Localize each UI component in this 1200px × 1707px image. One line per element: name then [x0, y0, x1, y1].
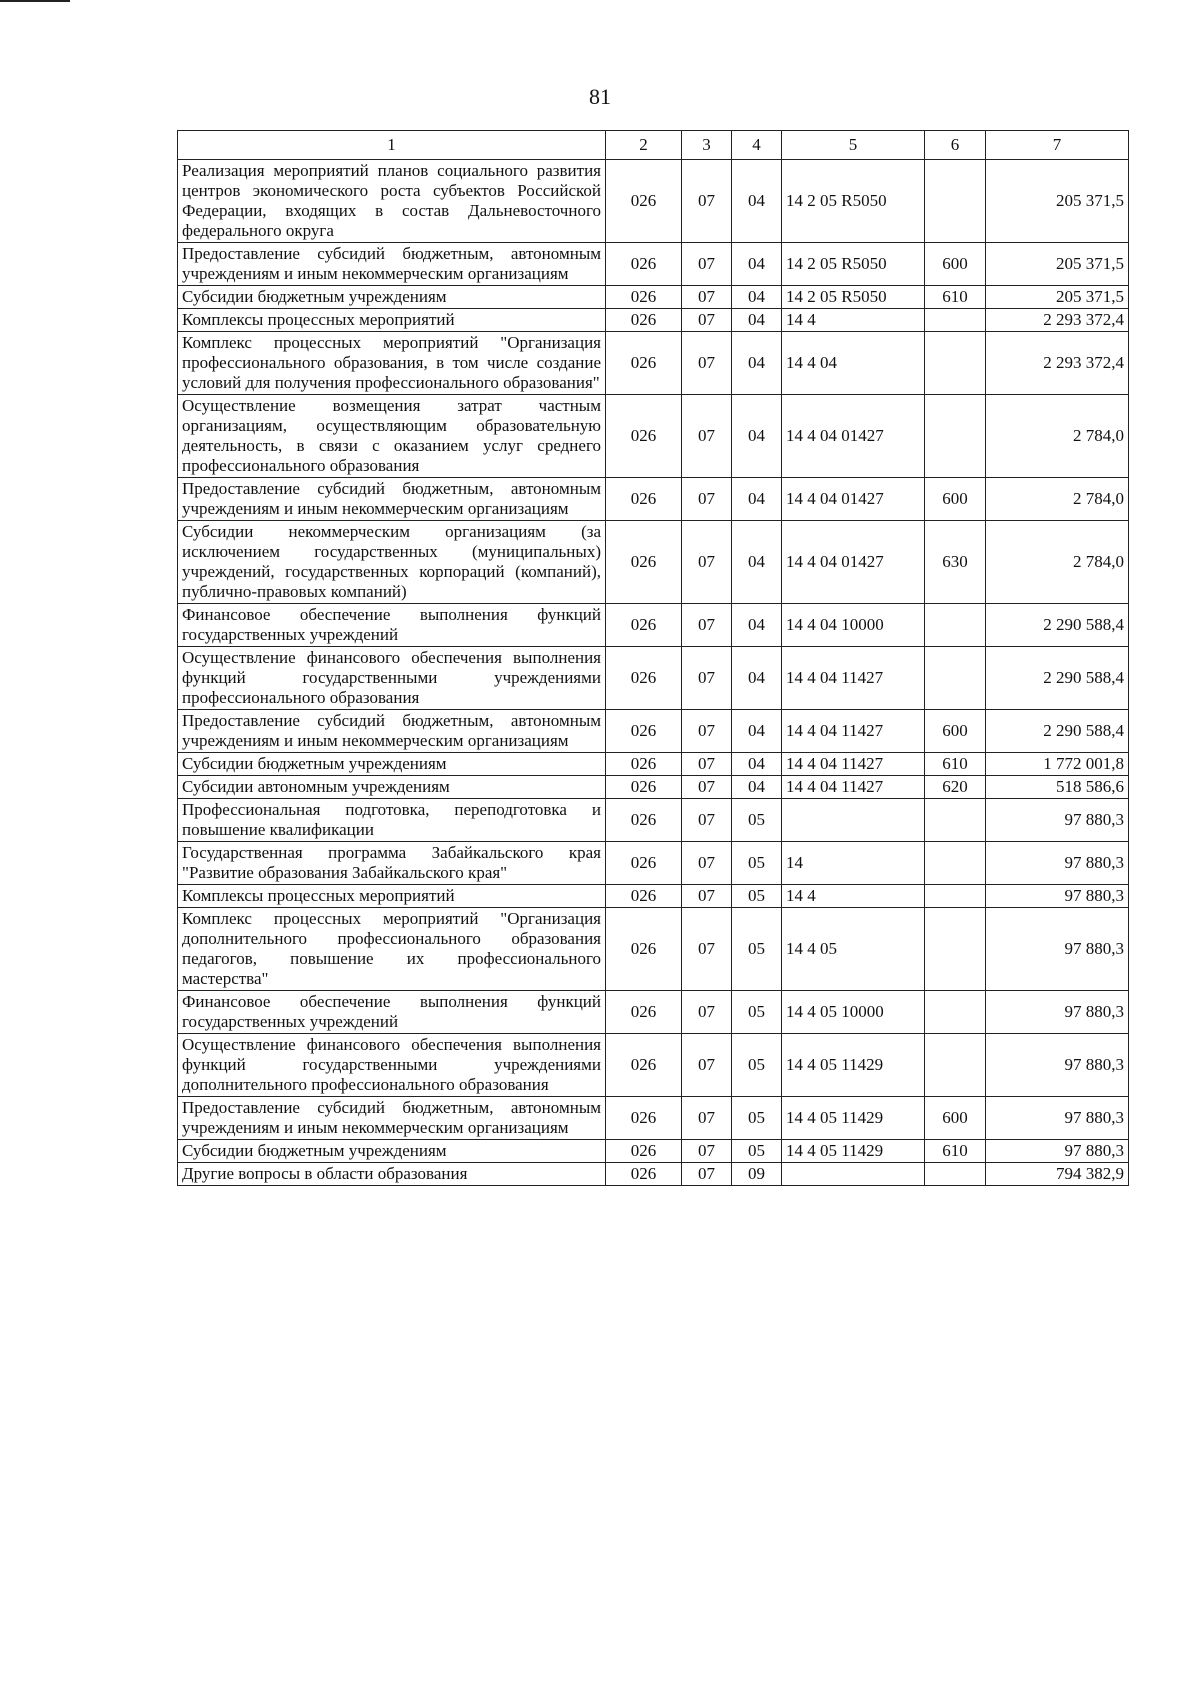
grbs-code-cell: 026	[606, 753, 682, 776]
expense-type-cell	[925, 885, 986, 908]
subsection-code-cell: 05	[732, 885, 782, 908]
subsection-code-cell: 04	[732, 647, 782, 710]
page-number: 81	[589, 84, 611, 109]
expense-type-cell: 600	[925, 1097, 986, 1140]
section-code-cell: 07	[682, 521, 732, 604]
amount-cell: 97 880,3	[986, 908, 1129, 991]
expense-type-cell	[925, 309, 986, 332]
expense-type-cell	[925, 604, 986, 647]
row-name-cell: Субсидии бюджетным учреждениям	[178, 753, 606, 776]
target-article-cell: 14 4 05 10000	[782, 991, 925, 1034]
amount-cell: 2 784,0	[986, 395, 1129, 478]
subsection-code-cell: 04	[732, 160, 782, 243]
amount-cell: 2 293 372,4	[986, 332, 1129, 395]
grbs-code-cell: 026	[606, 332, 682, 395]
target-article-cell: 14 4 04 10000	[782, 604, 925, 647]
grbs-code-cell: 026	[606, 842, 682, 885]
row-name-cell: Субсидии бюджетным учреждениям	[178, 1140, 606, 1163]
row-name-cell: Финансовое обеспечение выполнения функций государственных учреждений	[178, 604, 606, 647]
amount-cell: 2 290 588,4	[986, 604, 1129, 647]
expense-type-cell	[925, 1163, 986, 1186]
section-code-cell: 07	[682, 160, 732, 243]
expense-type-cell: 630	[925, 521, 986, 604]
amount-cell: 2 290 588,4	[986, 710, 1129, 753]
table-row	[178, 1097, 1129, 1140]
grbs-code-cell: 026	[606, 395, 682, 478]
section-code-cell: 07	[682, 799, 732, 842]
expense-type-cell	[925, 647, 986, 710]
subsection-code-cell: 04	[732, 243, 782, 286]
grbs-code-cell: 026	[606, 885, 682, 908]
subsection-code-cell: 04	[732, 776, 782, 799]
row-name-cell: Реализация мероприятий планов социального развития центров экономического роста субъектов Российской Федерации, входящих в состав Дальневосточного федерального округа	[178, 160, 606, 243]
subsection-code-cell: 04	[732, 395, 782, 478]
section-code-cell: 07	[682, 1140, 732, 1163]
amount-cell: 97 880,3	[986, 799, 1129, 842]
subsection-code-cell: 04	[732, 521, 782, 604]
expense-type-cell	[925, 160, 986, 243]
expense-type-cell	[925, 991, 986, 1034]
table-row	[178, 160, 1129, 243]
subsection-code-cell: 05	[732, 1097, 782, 1140]
grbs-code-cell: 026	[606, 1097, 682, 1140]
grbs-code-cell: 026	[606, 309, 682, 332]
row-name-cell: Комплексы процессных мероприятий	[178, 309, 606, 332]
section-code-cell: 07	[682, 647, 732, 710]
amount-cell: 205 371,5	[986, 243, 1129, 286]
table-row	[178, 332, 1129, 395]
header-row	[178, 131, 1129, 160]
expense-type-cell	[925, 908, 986, 991]
scan-edge-mark	[0, 0, 70, 2]
table-row	[178, 776, 1129, 799]
target-article-cell: 14 4 04 01427	[782, 521, 925, 604]
expense-type-cell: 600	[925, 710, 986, 753]
header-col-4: 4	[732, 131, 782, 160]
section-code-cell: 07	[682, 243, 732, 286]
table-row	[178, 991, 1129, 1034]
row-name-cell: Предоставление субсидий бюджетным, автономным учреждениям и иным некоммерческим организациям	[178, 1097, 606, 1140]
target-article-cell	[782, 799, 925, 842]
target-article-cell: 14 4 04	[782, 332, 925, 395]
section-code-cell: 07	[682, 1097, 732, 1140]
table-row	[178, 710, 1129, 753]
header-col-6: 6	[925, 131, 986, 160]
table-row	[178, 309, 1129, 332]
row-name-cell: Другие вопросы в области образования	[178, 1163, 606, 1186]
header-col-7: 7	[986, 131, 1129, 160]
subsection-code-cell: 04	[732, 710, 782, 753]
budget-table	[177, 130, 1129, 1186]
row-name-cell: Предоставление субсидий бюджетным, автономным учреждениям и иным некоммерческим организациям	[178, 478, 606, 521]
expense-type-cell	[925, 395, 986, 478]
row-name-cell: Субсидии некоммерческим организациям (за исключением государственных (муниципальных) учреждений, государственных корпораций (компаний), публично-правовых компаний)	[178, 521, 606, 604]
target-article-cell	[782, 1163, 925, 1186]
subsection-code-cell: 05	[732, 991, 782, 1034]
grbs-code-cell: 026	[606, 776, 682, 799]
target-article-cell: 14 4	[782, 885, 925, 908]
table-row	[178, 885, 1129, 908]
table-row	[178, 478, 1129, 521]
expense-type-cell	[925, 332, 986, 395]
grbs-code-cell: 026	[606, 1034, 682, 1097]
row-name-cell: Предоставление субсидий бюджетным, автономным учреждениям и иным некоммерческим организациям	[178, 243, 606, 286]
subsection-code-cell: 05	[732, 1034, 782, 1097]
amount-cell: 97 880,3	[986, 885, 1129, 908]
target-article-cell: 14 4 04 11427	[782, 710, 925, 753]
target-article-cell: 14 2 05 R5050	[782, 160, 925, 243]
amount-cell: 97 880,3	[986, 1097, 1129, 1140]
amount-cell: 2 293 372,4	[986, 309, 1129, 332]
target-article-cell: 14 4 05 11429	[782, 1140, 925, 1163]
expense-type-cell	[925, 799, 986, 842]
row-name-cell: Осуществление возмещения затрат частным организациям, осуществляющим образовательную деятельность, в связи с оказанием услуг среднего профессионального образования	[178, 395, 606, 478]
amount-cell: 518 586,6	[986, 776, 1129, 799]
table-row	[178, 908, 1129, 991]
target-article-cell: 14 4 04 01427	[782, 478, 925, 521]
grbs-code-cell: 026	[606, 647, 682, 710]
subsection-code-cell: 05	[732, 799, 782, 842]
row-name-cell: Комплекс процессных мероприятий "Организация дополнительного профессионального образования педагогов, повышение их профессионального мастерства"	[178, 908, 606, 991]
section-code-cell: 07	[682, 776, 732, 799]
grbs-code-cell: 026	[606, 286, 682, 309]
row-name-cell: Осуществление финансового обеспечения выполнения функций государственными учреждениями профессионального образования	[178, 647, 606, 710]
subsection-code-cell: 05	[732, 908, 782, 991]
table-row	[178, 1034, 1129, 1097]
target-article-cell: 14	[782, 842, 925, 885]
table-row	[178, 521, 1129, 604]
target-article-cell: 14 4 04 11427	[782, 776, 925, 799]
subsection-code-cell: 04	[732, 753, 782, 776]
table-row	[178, 1140, 1129, 1163]
header-col-5: 5	[782, 131, 925, 160]
table-row	[178, 286, 1129, 309]
section-code-cell: 07	[682, 710, 732, 753]
grbs-code-cell: 026	[606, 908, 682, 991]
amount-cell: 97 880,3	[986, 1140, 1129, 1163]
expense-type-cell: 620	[925, 776, 986, 799]
amount-cell: 97 880,3	[986, 1034, 1129, 1097]
subsection-code-cell: 04	[732, 309, 782, 332]
table-row	[178, 842, 1129, 885]
grbs-code-cell: 026	[606, 478, 682, 521]
target-article-cell: 14 4 05 11429	[782, 1097, 925, 1140]
target-article-cell: 14 4 04 01427	[782, 395, 925, 478]
row-name-cell: Субсидии автономным учреждениям	[178, 776, 606, 799]
section-code-cell: 07	[682, 885, 732, 908]
subsection-code-cell: 04	[732, 478, 782, 521]
section-code-cell: 07	[682, 1163, 732, 1186]
expense-type-cell: 610	[925, 753, 986, 776]
subsection-code-cell: 09	[732, 1163, 782, 1186]
section-code-cell: 07	[682, 991, 732, 1034]
grbs-code-cell: 026	[606, 243, 682, 286]
header-col-1: 1	[178, 131, 606, 160]
subsection-code-cell: 04	[732, 604, 782, 647]
section-code-cell: 07	[682, 604, 732, 647]
expense-type-cell	[925, 1034, 986, 1097]
grbs-code-cell: 026	[606, 1163, 682, 1186]
target-article-cell: 14 4 04 11427	[782, 647, 925, 710]
table-row	[178, 1163, 1129, 1186]
section-code-cell: 07	[682, 309, 732, 332]
grbs-code-cell: 026	[606, 710, 682, 753]
amount-cell: 205 371,5	[986, 160, 1129, 243]
grbs-code-cell: 026	[606, 799, 682, 842]
table-row	[178, 753, 1129, 776]
row-name-cell: Профессиональная подготовка, переподготовка и повышение квалификации	[178, 799, 606, 842]
amount-cell: 97 880,3	[986, 991, 1129, 1034]
subsection-code-cell: 04	[732, 286, 782, 309]
header-col-3: 3	[682, 131, 732, 160]
section-code-cell: 07	[682, 753, 732, 776]
table-row	[178, 647, 1129, 710]
amount-cell: 2 784,0	[986, 478, 1129, 521]
subsection-code-cell: 05	[732, 1140, 782, 1163]
grbs-code-cell: 026	[606, 521, 682, 604]
amount-cell: 205 371,5	[986, 286, 1129, 309]
amount-cell: 794 382,9	[986, 1163, 1129, 1186]
grbs-code-cell: 026	[606, 1140, 682, 1163]
table-row	[178, 395, 1129, 478]
grbs-code-cell: 026	[606, 604, 682, 647]
amount-cell: 2 784,0	[986, 521, 1129, 604]
amount-cell: 1 772 001,8	[986, 753, 1129, 776]
table-row	[178, 604, 1129, 647]
row-name-cell: Субсидии бюджетным учреждениям	[178, 286, 606, 309]
amount-cell: 2 290 588,4	[986, 647, 1129, 710]
table-row	[178, 243, 1129, 286]
section-code-cell: 07	[682, 286, 732, 309]
section-code-cell: 07	[682, 1034, 732, 1097]
target-article-cell: 14 4 05	[782, 908, 925, 991]
target-article-cell: 14 2 05 R5050	[782, 243, 925, 286]
expense-type-cell: 610	[925, 1140, 986, 1163]
target-article-cell: 14 4	[782, 309, 925, 332]
expense-type-cell: 600	[925, 243, 986, 286]
section-code-cell: 07	[682, 395, 732, 478]
row-name-cell: Государственная программа Забайкальского края "Развитие образования Забайкальского края"	[178, 842, 606, 885]
target-article-cell: 14 4 05 11429	[782, 1034, 925, 1097]
expense-type-cell: 600	[925, 478, 986, 521]
amount-cell: 97 880,3	[986, 842, 1129, 885]
target-article-cell: 14 2 05 R5050	[782, 286, 925, 309]
row-name-cell: Предоставление субсидий бюджетным, автономным учреждениям и иным некоммерческим организациям	[178, 710, 606, 753]
grbs-code-cell: 026	[606, 991, 682, 1034]
header-col-2: 2	[606, 131, 682, 160]
row-name-cell: Комплексы процессных мероприятий	[178, 885, 606, 908]
row-name-cell: Осуществление финансового обеспечения выполнения функций государственными учреждениями дополнительного профессионального образования	[178, 1034, 606, 1097]
expense-type-cell: 610	[925, 286, 986, 309]
row-name-cell: Финансовое обеспечение выполнения функций государственных учреждений	[178, 991, 606, 1034]
expense-type-cell	[925, 842, 986, 885]
grbs-code-cell: 026	[606, 160, 682, 243]
subsection-code-cell: 04	[732, 332, 782, 395]
section-code-cell: 07	[682, 332, 732, 395]
subsection-code-cell: 05	[732, 842, 782, 885]
section-code-cell: 07	[682, 478, 732, 521]
table-row	[178, 799, 1129, 842]
section-code-cell: 07	[682, 908, 732, 991]
target-article-cell: 14 4 04 11427	[782, 753, 925, 776]
row-name-cell: Комплекс процессных мероприятий "Организация профессионального образования, в том числе создание условий для получения профессионального образования"	[178, 332, 606, 395]
section-code-cell: 07	[682, 842, 732, 885]
